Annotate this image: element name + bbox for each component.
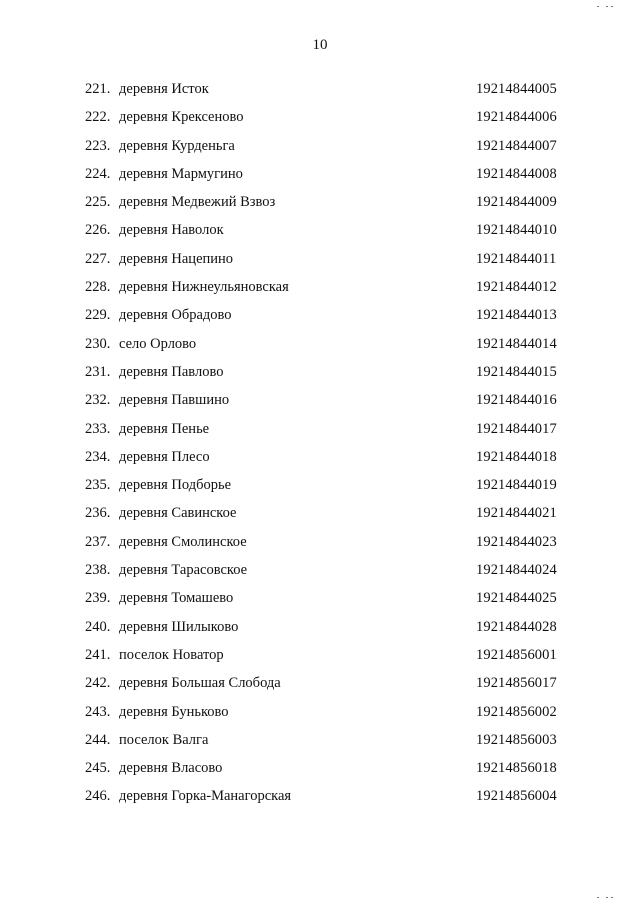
scan-artifact (611, 897, 613, 898)
list-item (0, 193, 640, 221)
row-number: 232. (85, 392, 111, 409)
row-number: 242. (85, 675, 111, 692)
row-number: 222. (85, 109, 111, 126)
oktmo-code: 19214856018 (476, 760, 557, 777)
oktmo-code: 19214844028 (476, 618, 557, 635)
settlement-list (0, 80, 640, 816)
oktmo-code: 19214856004 (476, 788, 557, 805)
row-number: 238. (85, 562, 111, 579)
oktmo-code: 19214844019 (476, 477, 557, 494)
row-number: 225. (85, 194, 111, 211)
settlement-name: деревня Медвежий Взвоз (119, 194, 276, 211)
list-item (0, 561, 640, 589)
list-item (0, 221, 640, 249)
row-number: 240. (85, 618, 111, 635)
scan-artifact (606, 897, 608, 898)
settlement-name: поселок Новатор (119, 646, 224, 663)
settlement-name: деревня Наволок (119, 222, 224, 239)
row-number: 239. (85, 590, 111, 607)
list-item (0, 363, 640, 391)
row-number: 237. (85, 533, 111, 550)
settlement-name: деревня Подборье (119, 477, 232, 494)
settlement-name: село Орлово (119, 335, 197, 352)
oktmo-code: 19214856001 (476, 646, 557, 663)
settlement-name: деревня Курденьга (119, 137, 235, 154)
oktmo-code: 19214856002 (476, 703, 557, 720)
scan-artifact (597, 897, 599, 898)
row-number: 236. (85, 505, 111, 522)
oktmo-code: 19214844024 (476, 562, 557, 579)
list-item (0, 108, 640, 136)
list-item (0, 476, 640, 504)
scan-artifact (606, 6, 608, 7)
row-number: 223. (85, 137, 111, 154)
list-item (0, 137, 640, 165)
oktmo-code: 19214844015 (476, 363, 557, 380)
settlement-name: деревня Плесо (119, 448, 210, 465)
oktmo-code: 19214844018 (476, 448, 557, 465)
list-item (0, 335, 640, 363)
settlement-name: деревня Шилыково (119, 618, 239, 635)
row-number: 231. (85, 363, 111, 380)
oktmo-code: 19214856017 (476, 675, 557, 692)
row-number: 234. (85, 448, 111, 465)
oktmo-code: 19214856003 (476, 731, 557, 748)
row-number: 241. (85, 646, 111, 663)
oktmo-code: 19214844016 (476, 392, 557, 409)
settlement-name: деревня Мармугино (119, 165, 243, 182)
oktmo-code: 19214844011 (476, 250, 557, 267)
oktmo-code: 19214844009 (476, 194, 557, 211)
row-number: 229. (85, 307, 111, 324)
list-item (0, 674, 640, 702)
row-number: 233. (85, 420, 111, 437)
settlement-name: деревня Буньково (119, 703, 229, 720)
list-item (0, 731, 640, 759)
settlement-name: деревня Власово (119, 760, 223, 777)
row-number: 227. (85, 250, 111, 267)
list-item (0, 504, 640, 532)
settlement-name: поселок Валга (119, 731, 209, 748)
oktmo-code: 19214844023 (476, 533, 557, 550)
row-number: 221. (85, 81, 111, 97)
row-number: 226. (85, 222, 111, 239)
list-item (0, 787, 640, 815)
scan-artifact (597, 6, 599, 7)
oktmo-code: 19214844021 (476, 505, 557, 522)
list-item (0, 165, 640, 193)
list-item (0, 278, 640, 306)
row-number: 235. (85, 477, 111, 494)
oktmo-code: 19214844025 (476, 590, 557, 607)
settlement-name: деревня Большая Слобода (119, 675, 281, 692)
oktmo-code: 19214844010 (476, 222, 557, 239)
oktmo-code: 19214844013 (476, 307, 557, 324)
settlement-name: деревня Павшино (119, 392, 230, 409)
page-number: 10 (312, 37, 328, 53)
settlement-name: деревня Исток (119, 81, 209, 97)
list-item (0, 250, 640, 278)
list-item (0, 306, 640, 334)
oktmo-code: 19214844006 (476, 109, 557, 126)
list-item (0, 448, 640, 476)
oktmo-code: 19214844005 (476, 81, 557, 97)
settlement-name: деревня Нижнеульяновская (119, 279, 289, 296)
settlement-name: деревня Павлово (119, 363, 224, 380)
settlement-name: деревня Тарасовское (119, 562, 248, 579)
row-number: 224. (85, 165, 111, 182)
list-item (0, 533, 640, 561)
settlement-name: деревня Пенье (119, 420, 210, 437)
list-item (0, 646, 640, 674)
row-number: 228. (85, 279, 111, 296)
settlement-name: деревня Савинское (119, 505, 237, 522)
oktmo-code: 19214844014 (476, 335, 557, 352)
row-number: 230. (85, 335, 111, 352)
settlement-name: деревня Нацепино (119, 250, 234, 267)
settlement-name: деревня Обрадово (119, 307, 232, 324)
oktmo-code: 19214844007 (476, 137, 557, 154)
oktmo-code: 19214844017 (476, 420, 557, 437)
list-item (0, 759, 640, 787)
row-number: 243. (85, 703, 111, 720)
list-item (0, 618, 640, 646)
scan-artifact (611, 6, 613, 7)
list-item (0, 80, 640, 108)
oktmo-code: 19214844008 (476, 165, 557, 182)
oktmo-code: 19214844012 (476, 279, 557, 296)
settlement-name: деревня Горка-Манагорская (119, 788, 292, 805)
list-item (0, 589, 640, 617)
list-item (0, 703, 640, 731)
list-item (0, 420, 640, 448)
settlement-name: деревня Смолинское (119, 533, 247, 550)
row-number: 246. (85, 788, 111, 805)
list-item (0, 391, 640, 419)
row-number: 245. (85, 760, 111, 777)
settlement-name: деревня Томашево (119, 590, 234, 607)
row-number: 244. (85, 731, 111, 748)
settlement-name: деревня Крексеново (119, 109, 244, 126)
